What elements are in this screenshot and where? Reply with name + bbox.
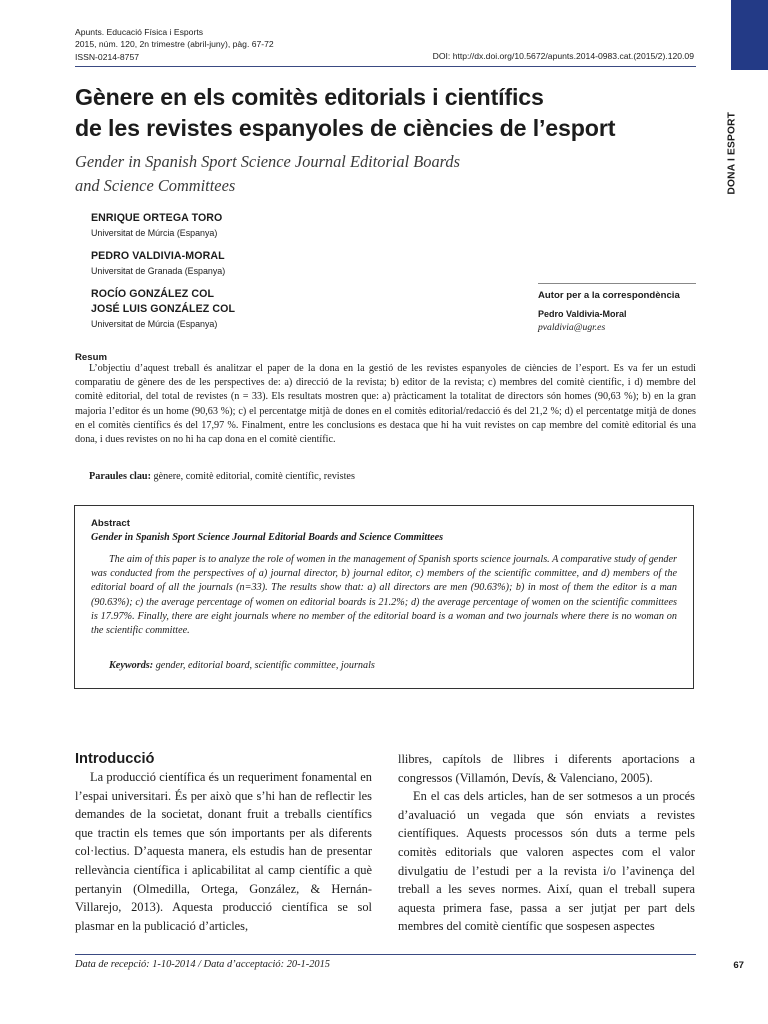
journal-issn: ISSN-0214-8757: [75, 51, 140, 62]
article-subtitle-line-2: and Science Committees: [75, 176, 236, 195]
article-title-line-2: de les revistes espanyoles de ciències de l’esport: [75, 115, 616, 141]
correspondence-name: Pedro Valdivia-Moral: [538, 309, 627, 319]
body-paragraph: En el cas dels articles, han de ser sotmesos a un procés d’avaluació un vegada que són enviats a revistes científiques. Aquests processos són duts a terme pels comitès editorials que valoren aspectes com el valor divulgatiu de l’estudi per a la revista i/o l’avinença del treball a les seves normes. Així, quan el treball supera aquesta primera fase, passa a ser jutjat per part dels membres del comitè científic que sospesen aspectes: [398, 789, 695, 934]
body-paragraph: La producció científica és un requeriment fonamental en l’espai universitari. És per això que s’hi han de reflectir les demandes de la societat, donant fruit a treballs científics que tractin els temes que són importants per als diferents col·lectius. D’aquesta manera, els estudis han de presentar rellevància científica i aplicabilitat al camp científic a què pertanyin (Olmedilla, Ortega, González, & Hernán-Villarejo, 2013). Aquesta producció científica se sol plasmar en la publicació d’articles,: [75, 770, 372, 933]
body-paragraph: llibres, capítols de llibres i diferents aportacions a congressos (Villamón, Devís, & Valenciano, 2005).: [398, 752, 695, 785]
resum-keywords-label: Paraules clau:: [89, 471, 151, 482]
resum-heading: Resum: [75, 352, 107, 363]
abstract-keywords: [109, 660, 677, 671]
body-column-left: [75, 768, 372, 935]
footer-dates: Data de recepció: 1-10-2014 / Data d’acceptació: 20-1-2015: [75, 959, 330, 970]
author-affiliation: Universitat de Granada (Espanya): [91, 266, 226, 276]
abstract-keywords-text: gender, editorial board, scientific committee, journals: [155, 660, 375, 671]
abstract-keywords-label: Keywords:: [109, 660, 154, 671]
resum-keywords: [89, 471, 695, 482]
journal-name: Apunts. Educació Física i Esports: [75, 27, 204, 37]
section-color-tab: [731, 0, 768, 70]
correspondence-divider: [538, 283, 696, 284]
article-title: [75, 82, 715, 144]
doi-link[interactable]: DOI: http://dx.doi.org/10.5672/apunts.2014-0983.cat.(2015/2).120.09: [432, 51, 694, 61]
journal-issue: 2015, núm. 120, 2n trimestre (abril-juny), pàg. 67-72: [75, 39, 274, 50]
journal-citation: [75, 26, 274, 63]
section-heading: Introducció: [75, 751, 155, 767]
abstract-body: The aim of this paper is to analyze the role of women in the management of Spanish sports science journals. A comparative study of gender was conducted from the perspectives of a) journal director, b) journal editor, c) members of the scientific committee, and d) members of the editorial board of all the journals (n=33). The results show that: a) all directors are men (90.63%); b) in most of them the editor is a man (90.63%); c) the average percentage of women on editorial boards is 21.2%; d) the average percentage of women on the scientific committees is 17.97%. Finally, there are eight journals where no member of the editorial board is a woman and two journals where there is no woman on the scientific committee.: [91, 554, 677, 637]
section-label: [726, 111, 738, 195]
author-name: PEDRO VALDIVIA-MORAL: [91, 250, 225, 262]
author-name: ENRIQUE ORTEGA TORO: [91, 212, 223, 224]
article-subtitle-english: [75, 150, 460, 198]
abstract-title: Gender in Spanish Sport Science Journal Editorial Boards and Science Committees: [91, 532, 444, 543]
correspondence-heading: Autor per a la correspondència: [538, 290, 680, 301]
article-subtitle-line-1: Gender in Spanish Sport Science Journal Editorial Boards: [75, 152, 460, 171]
resum-keywords-text: gènere, comitè editorial, comitè científic, revistes: [153, 471, 355, 482]
page-number: 67: [733, 960, 744, 971]
author-affiliation: Universitat de Múrcia (Espanya): [91, 319, 218, 329]
footer-divider: [75, 954, 696, 955]
body-column-right: [398, 750, 695, 936]
section-label-text: DONA I ESPORT: [726, 111, 738, 195]
resum-body: L’objectiu d’aquest treball és analitzar el paper de la dona en la gestió de les revistes espanyoles de ciències de l’esport. Es va fer un estudi comparatiu de gènere des de les perspectives de: a) direcció de la revista; b) editor de la revista; c) membres del comitè científic, i d) membre del comitè editorial, del total de revistes (n = 33). Els resultats mostren que: a) pràcticament la totalitat de directors són homes (90,63 %); b) en la gran majoria l’editor és un home (90,63 %); c) el percentatge mitjà de dones en el comitès editorial/redacció és del 21,2 %; d) el percentatge mitjà de dones en el comitès científics és del 17,97 %. Finalment, entre les conclusions es destaca que hi ha vuit revistes on cap membre del comitè editorial és una dona, i dues revistes on no hi ha cap dona en el comitè científic.: [75, 363, 696, 446]
author-affiliation: Universitat de Múrcia (Espanya): [91, 228, 218, 238]
article-title-line-1: Gènere en els comitès editorials i científics: [75, 84, 544, 110]
abstract-heading: Abstract: [91, 518, 130, 529]
author-name: ROCÍO GONZÁLEZ COL: [91, 288, 215, 300]
header-divider: [75, 66, 696, 67]
author-name: JOSÉ LUIS GONZÁLEZ COL: [91, 303, 236, 315]
correspondence-email[interactable]: pvaldivia@ugr.es: [538, 322, 606, 333]
